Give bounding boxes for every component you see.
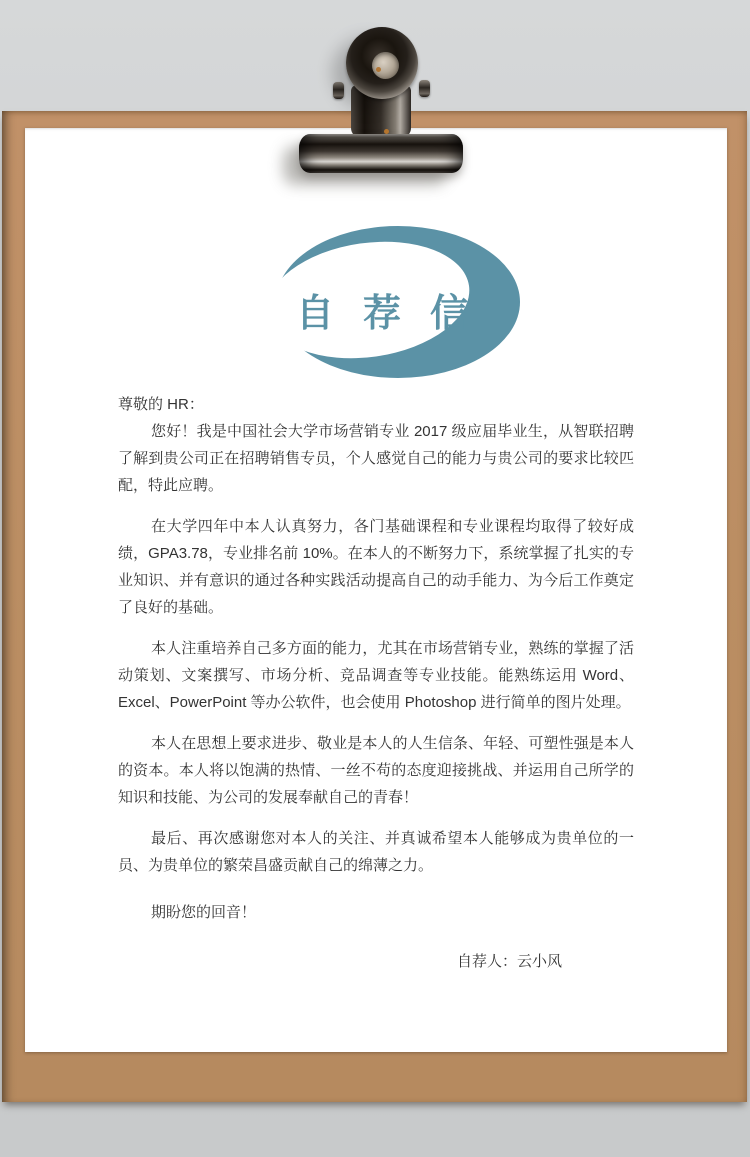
clip-spring-right-icon <box>419 80 430 97</box>
clip-spring-left-icon <box>333 82 344 99</box>
paragraph-academics: 在大学四年中本人认真努力，各门基础课程和专业课程均取得了较好成绩，GPA3.78，专业排名前 10%。在本人的不断努力下，系统掌握了扎实的专业知识、并有意识的通过各种实践活动提高自己的动手能力、为今后工作奠定了良好的基础。 <box>118 518 634 616</box>
closing-line: 期盼您的回音！ <box>151 904 257 921</box>
letter-logo <box>272 222 522 390</box>
logo-text: 自荐信 <box>296 293 498 335</box>
salutation: 尊敬的 HR： <box>118 396 204 413</box>
clip-screw-icon <box>384 129 389 134</box>
paragraph-thanks: 最后、再次感谢您对本人的关注、并真诚希望本人能够成为贵单位的一员、为贵单位的繁荣昌盛贡献自己的绵薄之力。 <box>118 830 634 874</box>
clip-hole <box>372 52 399 79</box>
clip-bar <box>299 134 463 173</box>
clip-glint-icon <box>376 67 381 72</box>
paragraph-intro: 您好！我是中国社会大学市场营销专业 2017 级应届毕业生，从智联招聘了解到贵公司正在招聘销售专员，个人感觉自己的能力与贵公司的要求比较匹配，特此应聘。 <box>118 423 634 494</box>
paragraph-skills: 本人注重培养自己多方面的能力，尤其在市场营销专业，熟练的掌握了活动策划、文案撰写、市场分析、竞品调查等专业技能。能熟练运用 Word、Excel、PowerPoint 等办公软件，也会使用 Photoshop 进行简单的图片处理。 <box>118 640 634 711</box>
letter-body <box>118 391 634 975</box>
signature: 自荐人：云小风 <box>456 953 562 970</box>
paragraph-attitude: 本人在思想上要求进步、敬业是本人的人生信条、年轻、可塑性强是本人的资本。本人将以饱满的热情、一丝不苟的态度迎接挑战、并运用自己所学的知识和技能、为公司的发展奉献自己的青春！ <box>118 735 634 806</box>
clip-ring <box>346 27 418 99</box>
